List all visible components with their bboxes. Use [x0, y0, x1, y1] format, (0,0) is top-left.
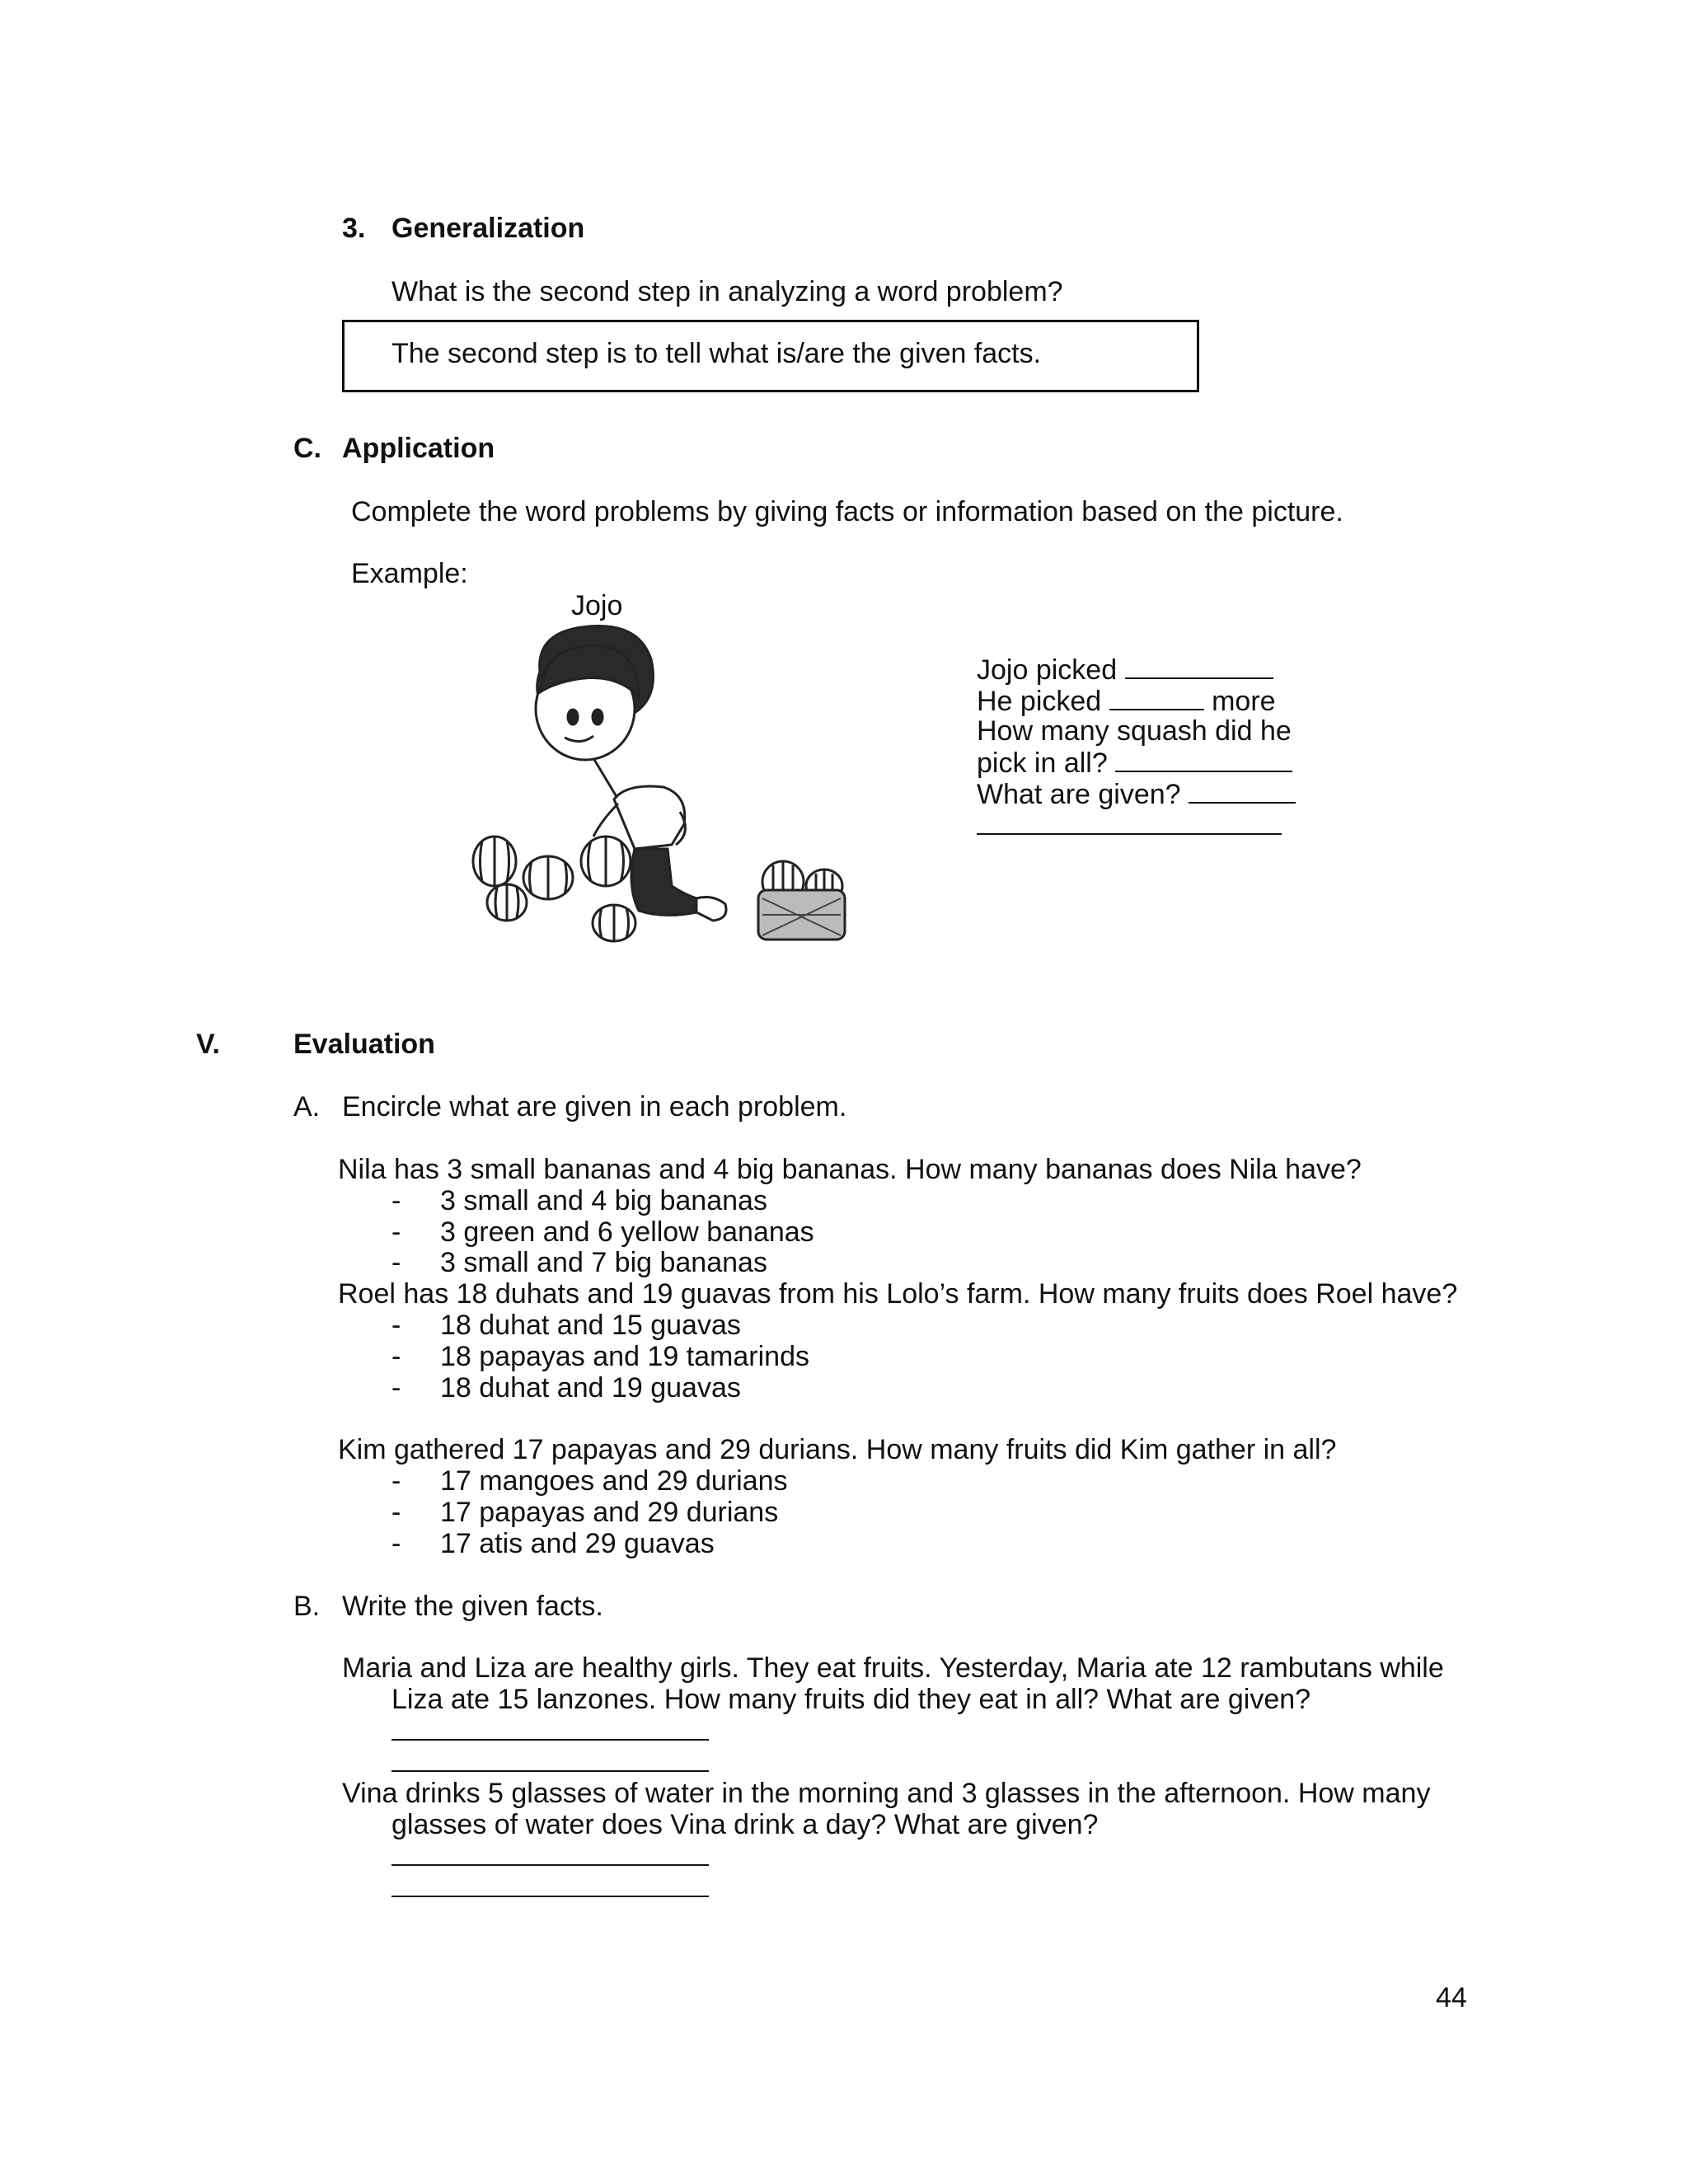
- example-line-2-text: He picked: [977, 686, 1109, 717]
- example-line-1-text: Jojo picked: [977, 654, 1125, 686]
- problem-maria-line-1: Maria and Liza are healthy girls. They eat fruits. Yesterday, Maria ate 12 rambutans while: [342, 1652, 1444, 1684]
- choice[interactable]: 17 mangoes and 29 durians: [440, 1465, 788, 1497]
- generalization-number: 3.: [342, 213, 366, 244]
- choice[interactable]: 18 papayas and 19 tamarinds: [440, 1341, 809, 1372]
- dash: -: [392, 1216, 401, 1248]
- picture-label: Jojo: [571, 590, 623, 621]
- example-line-jojo-picked: [977, 653, 1273, 687]
- dash: -: [392, 1247, 401, 1278]
- dash: -: [392, 1341, 401, 1372]
- answer-line[interactable]: [392, 1739, 709, 1741]
- answer-line[interactable]: [977, 833, 1282, 835]
- answer-line[interactable]: [392, 1864, 709, 1866]
- answer-line[interactable]: [392, 1896, 709, 1897]
- problem-vina-line-2: glasses of water does Vina drink a day? What are given?: [392, 1809, 1099, 1840]
- part-b-instruction: Write the given facts.: [342, 1591, 603, 1622]
- boy-picking-squash-illustration: [449, 614, 861, 960]
- part-a-letter: A.: [293, 1091, 321, 1122]
- dash: -: [392, 1497, 401, 1528]
- application-letter: C.: [293, 433, 321, 464]
- generalization-answer: The second step is to tell what is/are the given facts.: [392, 338, 1042, 369]
- application-instruction: Complete the word problems by giving facts or information based on the picture.: [351, 496, 1343, 527]
- choice[interactable]: 18 duhat and 15 guavas: [440, 1310, 741, 1341]
- example-line-5-text: What are given?: [977, 779, 1189, 810]
- choice[interactable]: 3 green and 6 yellow bananas: [440, 1216, 814, 1248]
- answer-blank[interactable]: [1125, 653, 1273, 679]
- answer-blank[interactable]: [1189, 777, 1296, 804]
- evaluation-number: V.: [196, 1029, 221, 1060]
- squash-group: [473, 837, 635, 941]
- example-line-he-picked: [977, 684, 1276, 718]
- part-b-letter: B.: [293, 1591, 321, 1622]
- example-line-pick-in-all: [977, 746, 1292, 780]
- generalization-heading: Generalization: [392, 213, 585, 244]
- problem-kim: Kim gathered 17 papayas and 29 durians. How many fruits did Kim gather in all?: [338, 1434, 1337, 1465]
- generalization-question: What is the second step in analyzing a word problem?: [392, 276, 1063, 307]
- evaluation-heading: Evaluation: [293, 1029, 435, 1060]
- part-a-instruction: Encircle what are given in each problem.: [342, 1091, 847, 1122]
- application-heading: Application: [342, 433, 495, 464]
- choice[interactable]: 17 atis and 29 guavas: [440, 1528, 715, 1559]
- answer-line[interactable]: [392, 1770, 709, 1772]
- dash: -: [392, 1310, 401, 1341]
- example-label: Example:: [351, 558, 468, 589]
- choice[interactable]: 17 papayas and 29 durians: [440, 1497, 779, 1528]
- answer-blank[interactable]: [1109, 684, 1204, 710]
- problem-roel: Roel has 18 duhats and 19 guavas from his Lolo’s farm. How many fruits does Roel have?: [338, 1278, 1458, 1310]
- dash: -: [392, 1528, 401, 1559]
- example-line-4-text: pick in all?: [977, 748, 1116, 779]
- example-line-2-suffix: more: [1203, 686, 1276, 717]
- dash: -: [392, 1372, 401, 1404]
- example-line-what-given: [977, 777, 1296, 811]
- basket-with-squash: [758, 861, 845, 940]
- problem-maria-line-2: Liza ate 15 lanzones. How many fruits did they eat in all? What are given?: [392, 1684, 1311, 1715]
- example-line-how-many: How many squash did he: [977, 715, 1292, 747]
- choice[interactable]: 3 small and 4 big bananas: [440, 1185, 767, 1216]
- choice[interactable]: 3 small and 7 big bananas: [440, 1247, 767, 1278]
- problem-vina-line-1: Vina drinks 5 glasses of water in the morning and 3 glasses in the afternoon. How many: [342, 1778, 1431, 1809]
- dash: -: [392, 1465, 401, 1497]
- choice[interactable]: 18 duhat and 19 guavas: [440, 1372, 741, 1404]
- page-number: 44: [1436, 1982, 1467, 2013]
- problem-nila: Nila has 3 small bananas and 4 big bananas. How many bananas does Nila have?: [338, 1154, 1362, 1185]
- answer-blank[interactable]: [1115, 746, 1292, 772]
- dash: -: [392, 1185, 401, 1216]
